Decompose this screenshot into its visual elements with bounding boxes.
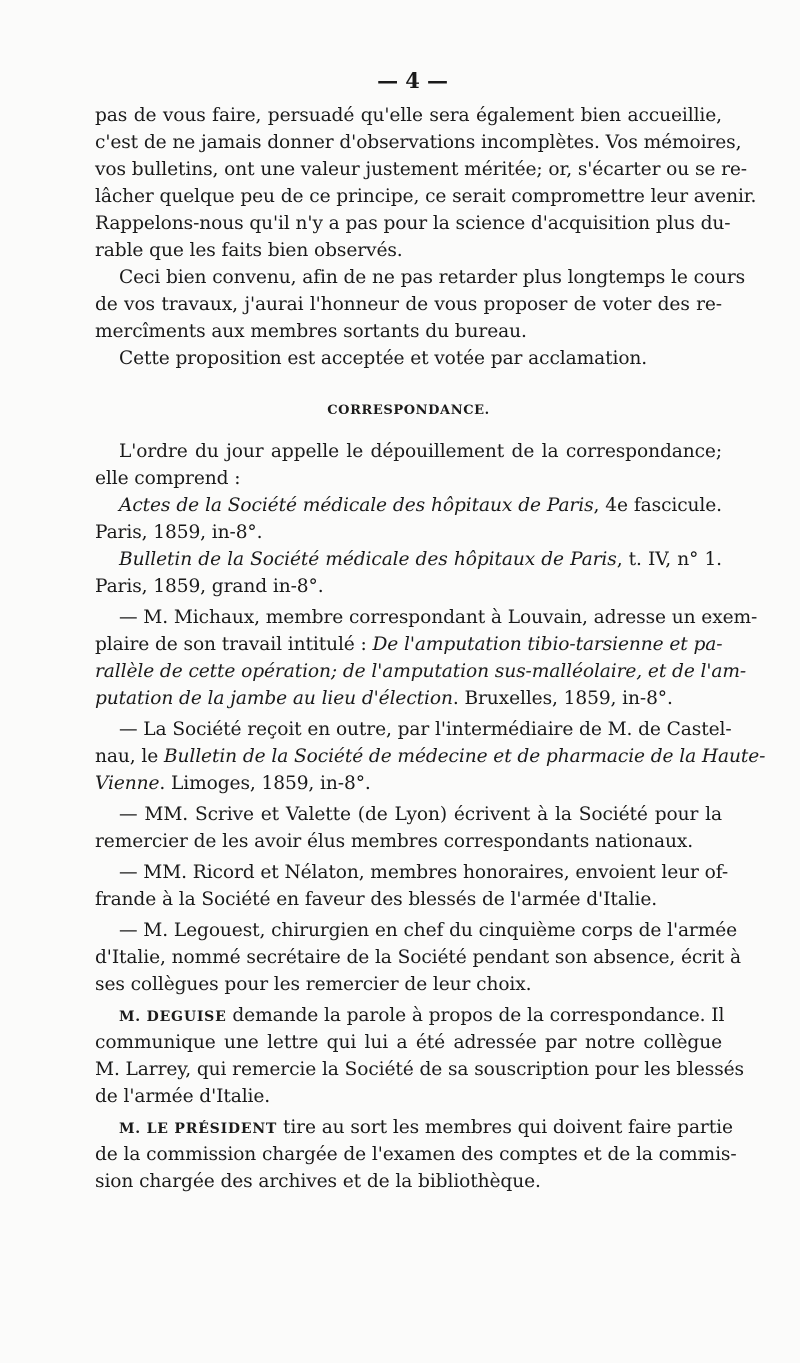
text-line: Paris, 1859, in-8°. — [95, 522, 263, 543]
text-fragment: nau, le — [95, 746, 164, 767]
text-line: M. Larrey, qui remercie la Société de sa souscription pour les blessés — [95, 1059, 744, 1080]
text-line — [95, 770, 722, 797]
text-line — [95, 631, 722, 658]
paragraph — [95, 917, 741, 998]
text-line: L'ordre du jour appelle le dépouillement de la correspondance; — [119, 441, 722, 462]
paragraph — [95, 492, 722, 546]
text-line: — MM. Scrive et Valette (de Lyon) écrivent à la Société pour la — [119, 804, 722, 825]
text-fragment: plaire de son travail intitulé : — [95, 634, 373, 655]
italic-title: De l'amputation tibio-tarsienne et pa- — [372, 634, 723, 655]
speaker-name: M. LE PRÉSIDENT — [119, 1121, 278, 1137]
text-line: Ceci bien convenu, afin de ne pas retarder plus longtemps le cours — [119, 267, 746, 288]
text-line: lâcher quelque peu de ce principe, ce serait compromettre leur avenir. — [95, 186, 757, 207]
text-line: c'est de ne jamais donner d'observations incomplètes. Vos mémoires, — [95, 132, 742, 153]
paragraph — [95, 859, 729, 913]
text-line: de la commission chargée de l'examen des comptes et de la commis- — [95, 1144, 737, 1165]
text-line — [95, 1114, 733, 1141]
text-line — [95, 685, 722, 712]
text-line: — La Société reçoit en outre, par l'intermédiaire de M. de Castel- — [119, 719, 732, 740]
text-line: vos bulletins, ont une valeur justement méritée; or, s'écarter ou se re- — [95, 159, 747, 180]
text-line: d'Italie, nommé secrétaire de la Société pendant son absence, écrit à — [95, 947, 741, 968]
italic-title: Vienne — [95, 773, 160, 794]
italic-title: Actes de la Société médicale des hôpitaux de Paris — [119, 495, 594, 516]
section-heading: CORRESPONDANCE. — [327, 403, 490, 418]
italic-title: Bulletin de la Société médicale des hôpitaux de Paris — [119, 549, 617, 570]
paragraph — [95, 604, 758, 712]
paragraph — [95, 102, 757, 264]
text-line: pas de vous faire, persuadé qu'elle sera également bien accueillie, — [95, 105, 722, 126]
text-fragment: tire au sort les membres qui doivent faire partie — [277, 1117, 733, 1138]
paragraph — [95, 716, 766, 797]
text-line: — MM. Ricord et Nélaton, membres honoraires, envoient leur of- — [119, 862, 729, 883]
text-fragment: . Limoges, 1859, in-8°. — [159, 773, 371, 794]
text-line — [95, 492, 722, 519]
italic-title: Bulletin de la Société de médecine et de pharmacie de la Haute- — [163, 746, 766, 767]
text-line: elle comprend : — [95, 468, 241, 489]
paragraph — [95, 264, 746, 345]
text-line: Paris, 1859, grand in-8°. — [95, 576, 324, 597]
text-fragment: . Bruxelles, 1859, in-8°. — [452, 688, 673, 709]
page-number: — 4 — — [377, 68, 448, 93]
text-line: Rappelons-nous qu'il n'y a pas pour la science d'acquisition plus du- — [95, 213, 731, 234]
text-line — [95, 743, 766, 770]
text-line: rable que les faits bien observés. — [95, 240, 403, 261]
text-line: frande à la Société en faveur des blessés de l'armée d'Italie. — [95, 889, 658, 910]
text-line: mercîments aux membres sortants du bureau. — [95, 321, 527, 342]
paragraph — [95, 1114, 737, 1195]
text-line: — M. Michaux, membre correspondant à Louvain, adresse un exem- — [119, 607, 758, 628]
paragraph — [95, 438, 722, 492]
text-fragment: , t. IV, n° 1. — [616, 549, 722, 570]
text-line: ses collègues pour les remercier de leur choix. — [95, 974, 532, 995]
page-body — [95, 64, 766, 1195]
text-line: Cette proposition est acceptée et votée par acclamation. — [119, 348, 648, 369]
text-line: de vos travaux, j'aurai l'honneur de vous proposer de voter des re- — [95, 294, 722, 315]
speaker-name: M. DEGUISE — [119, 1009, 227, 1025]
paragraph — [95, 801, 722, 855]
text-line — [95, 546, 722, 573]
text-fragment: , 4e fascicule. — [593, 495, 722, 516]
paragraph — [95, 1002, 744, 1110]
italic-title: rallèle de cette opération; de l'amputation sus-malléolaire, et de l'am- — [95, 661, 747, 682]
text-line: de l'armée d'Italie. — [95, 1086, 271, 1107]
text-line — [95, 658, 747, 685]
italic-title: putation de la jambe au lieu d'élection — [95, 688, 453, 709]
paragraph — [95, 345, 722, 372]
text-line: communique une lettre qui lui a été adressée par notre collègue — [95, 1032, 722, 1053]
text-line: — M. Legouest, chirurgien en chef du cinquième corps de l'armée — [119, 920, 738, 941]
text-line — [95, 1002, 725, 1029]
text-fragment: demande la parole à propos de la correspondance. Il — [226, 1005, 725, 1026]
text-line: remercier de les avoir élus membres correspondants nationaux. — [95, 831, 694, 852]
paragraph — [95, 546, 722, 600]
text-line: sion chargée des archives et de la bibliothèque. — [95, 1171, 541, 1192]
